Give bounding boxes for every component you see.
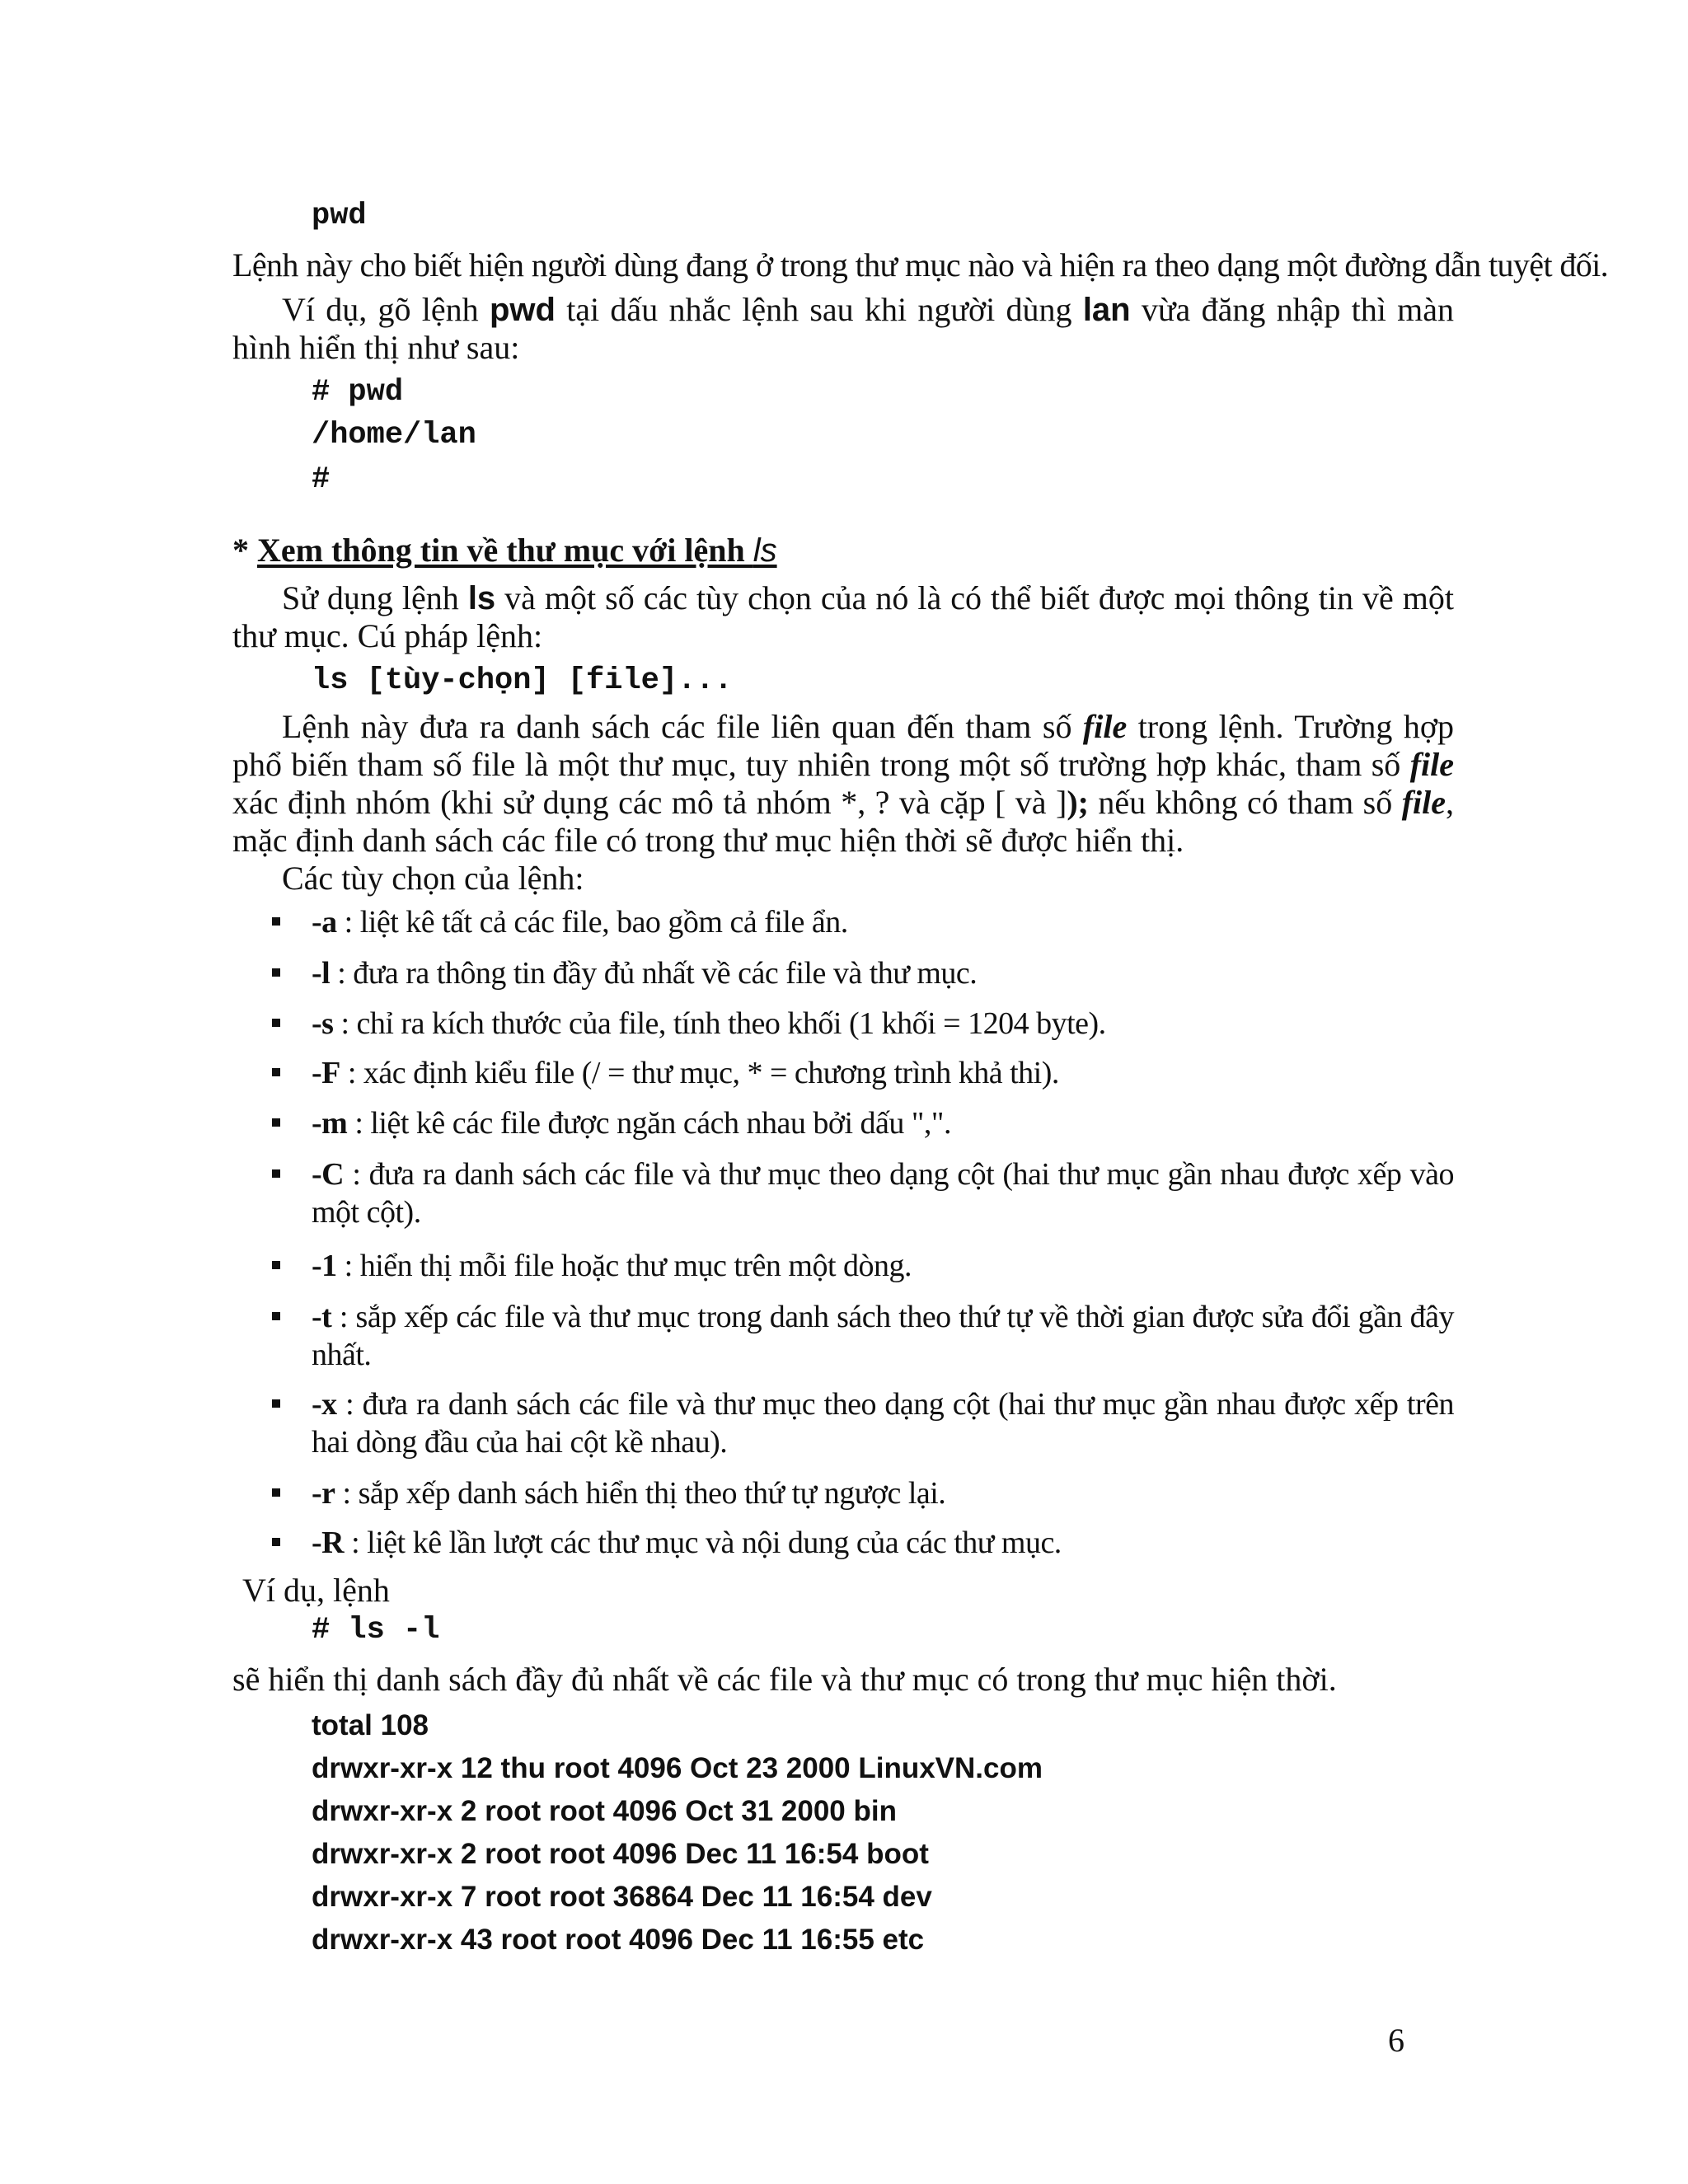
- example-command: # ls -l: [312, 1613, 440, 1647]
- ls-inline-command: ls: [467, 580, 496, 616]
- output-line: drwxr-xr-x 2 root root 4096 Dec 11 16:54 boot: [312, 1838, 929, 1870]
- ls-syntax: ls [tùy-chọn] [file]...: [312, 663, 733, 698]
- list-item: -1 : hiển thị mỗi file hoặc thư mục trên một dòng.: [312, 1249, 912, 1283]
- ls-intro-line-2: thư mục. Cú pháp lệnh:: [232, 617, 543, 654]
- bullet-icon: [272, 968, 280, 977]
- ls-section-heading: * Xem thông tin về thư mục với lệnh ls: [232, 532, 777, 569]
- ls-para-line-2: phổ biến tham số file là một thư mục, tuy nhiên trong một số trường hợp khác, tham số file: [232, 746, 1454, 783]
- list-item: -l : đưa ra thông tin đầy đủ nhất về các file và thư mục.: [312, 956, 978, 991]
- ls-para-line-1: Lệnh này đưa ra danh sách các file liên quan đến tham số file trong lệnh. Trường hợp: [282, 708, 1455, 745]
- username-lan: lan: [1082, 292, 1131, 328]
- bullet-icon: [272, 1399, 280, 1408]
- output-line: drwxr-xr-x 43 root root 4096 Dec 11 16:55 etc: [312, 1924, 925, 1956]
- terminal-line: #: [312, 462, 331, 497]
- pwd-inline-command: pwd: [489, 292, 556, 328]
- pwd-command: pwd: [312, 199, 367, 233]
- bullet-icon: [272, 1538, 280, 1546]
- pwd-example-line-1: Ví dụ, gõ lệnh pwd tại dấu nhắc lệnh sau khi người dùng lan vừa đăng nhập thì màn: [282, 291, 1454, 328]
- list-item: -r : sắp xếp danh sách hiển thị theo thứ tự ngược lại.: [312, 1476, 946, 1511]
- list-item: -a : liệt kê tất cả các file, bao gồm cả file ẩn.: [312, 905, 848, 940]
- pwd-example-line-2: hình hiển thị như sau:: [232, 329, 520, 366]
- output-line: drwxr-xr-x 12 thu root 4096 Oct 23 2000 LinuxVN.com: [312, 1752, 1043, 1784]
- list-item: -C : đưa ra danh sách các file và thư mục theo dạng cột (hai thư mục gần nhau được xếp vào một cột).: [312, 1157, 1454, 1230]
- page-number: 6: [1388, 2022, 1404, 2059]
- list-item: -F : xác định kiểu file (/ = thư mục, * = chương trình khả thi).: [312, 1056, 1059, 1090]
- terminal-line: # pwd: [312, 375, 404, 410]
- ls-para-line-4: mặc định danh sách các file có trong thư mục hiện thời sẽ được hiển thị.: [232, 822, 1184, 859]
- ls-para-line-3: xác định nhóm (khi sử dụng các mô tả nhóm *, ? và cặp [ và ]); nếu không có tham số file,: [232, 784, 1454, 821]
- output-line: drwxr-xr-x 2 root root 4096 Oct 31 2000 bin: [312, 1795, 897, 1827]
- bullet-icon: [272, 917, 280, 926]
- output-line: total 108: [312, 1709, 429, 1741]
- bullet-icon: [272, 1068, 280, 1076]
- pwd-description: Lệnh này cho biết hiện người dùng đang ở trong thư mục nào và hiện ra theo dạng một đường dẫn tuyệt đối.: [232, 246, 1609, 284]
- bullet-icon: [272, 1118, 280, 1127]
- bullet-icon: [272, 1488, 280, 1497]
- list-item: -R : liệt kê lần lượt các thư mục và nội dung của các thư mục.: [312, 1526, 1062, 1560]
- list-item: -s : chỉ ra kích thước của file, tính theo khối (1 khối = 1204 byte).: [312, 1006, 1106, 1041]
- output-line: drwxr-xr-x 7 root root 36864 Dec 11 16:54 dev: [312, 1881, 932, 1913]
- ls-intro-line-1: Sử dụng lệnh ls và một số các tùy chọn của nó là có thể biết được mọi thông tin về một: [282, 579, 1454, 616]
- bullet-icon: [272, 1019, 280, 1027]
- options-title: Các tùy chọn của lệnh:: [282, 860, 584, 897]
- terminal-line: /home/lan: [312, 418, 476, 452]
- bullet-icon: [272, 1169, 280, 1178]
- example-intro: Ví dụ, lệnh: [242, 1572, 390, 1609]
- example-result: sẽ hiển thị danh sách đầy đủ nhất về các file và thư mục có trong thư mục hiện thời.: [232, 1661, 1337, 1698]
- bullet-icon: [272, 1312, 280, 1320]
- bullet-icon: [272, 1261, 280, 1269]
- list-item: -m : liệt kê các file được ngăn cách nhau bởi dấu ",".: [312, 1106, 951, 1141]
- list-item: -x : đưa ra danh sách các file và thư mục theo dạng cột (hai thư mục gần nhau được xếp trên hai dòng đầu của hai cột kề nhau).: [312, 1387, 1454, 1460]
- list-item: -t : sắp xếp các file và thư mục trong danh sách theo thứ tự về thời gian được sửa đổi gần đây nhất.: [312, 1300, 1454, 1372]
